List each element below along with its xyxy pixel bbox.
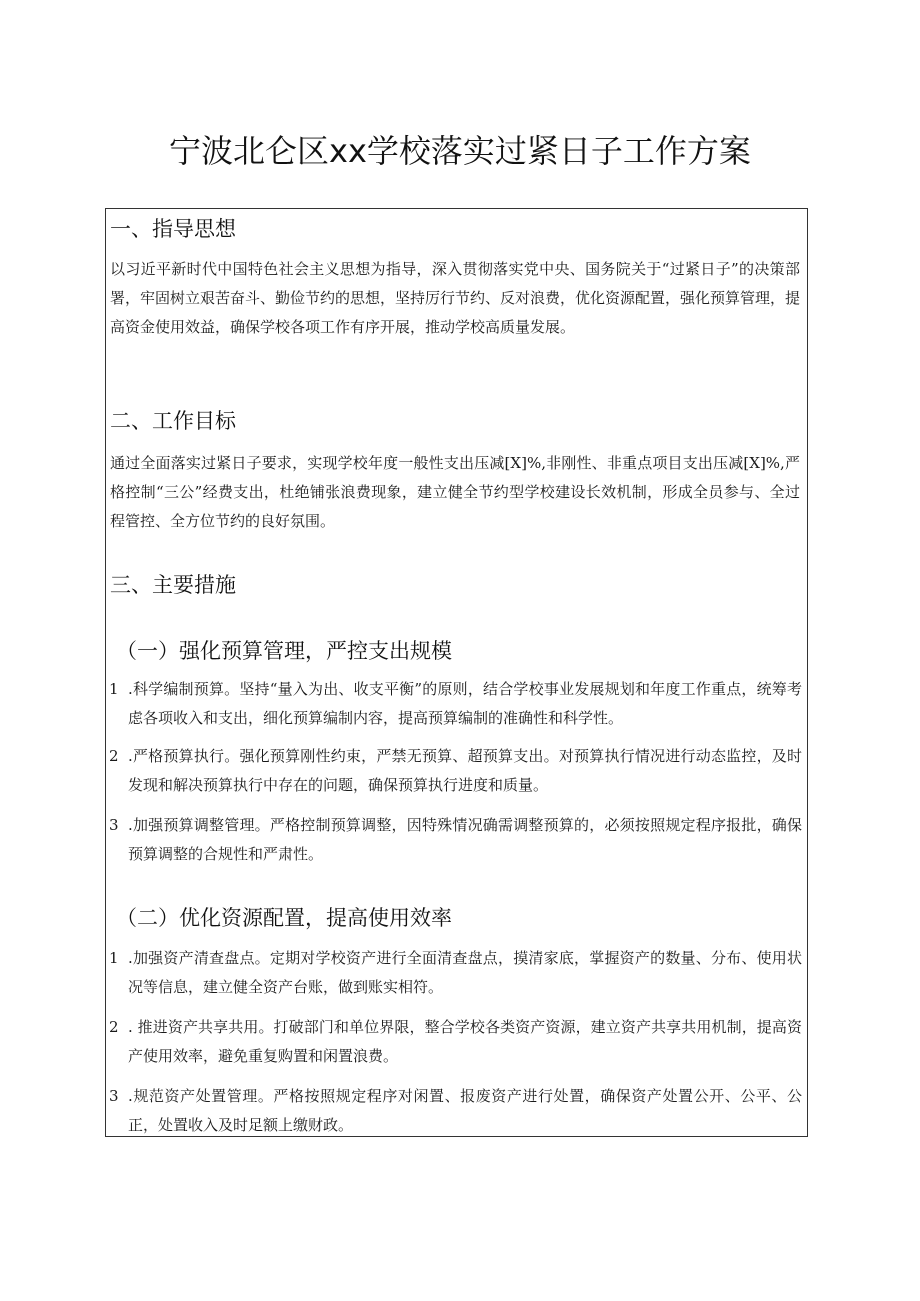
section-body-guiding: 以习近平新时代中国特色社会主义思想为指导，深入贯彻落实党中央、国务院关于“过紧日子”的决策部署，牢固树立艰苦奋斗、勤俭节约的思想，坚持厉行节约、反对浪费，优化资源配置，强化预算管理，提高资金使用效益，确保学校各项工作有序开展，推动学校高质量发展。 <box>110 260 801 336</box>
section-heading-guiding: 一、指导思想 <box>110 217 236 241</box>
document-title: 宁波北仑区xx学校落实过紧日子工作方案 <box>169 132 751 170</box>
list-item-number: 3 <box>109 1087 119 1105</box>
list-item-number: 2 <box>109 1018 119 1036</box>
section-heading-goals: 二、工作目标 <box>110 409 236 433</box>
list-item-text: .规范资产处置管理。严格按照规定程序对闲置、报废资产进行处置，确保资产处置公开、公平、公正，处置收入及时足额上缴财政。 <box>128 1087 802 1134</box>
list-item-text: .严格预算执行。强化预算刚性约束，严禁无预算、超预算支出。对预算执行情况进行动态监控，及时发现和解决预算执行中存在的问题，确保预算执行进度和质量。 <box>128 747 802 794</box>
content-frame <box>105 208 808 1137</box>
list-item-text: .加强资产清查盘点。定期对学校资产进行全面清查盘点，摸清家底，掌握资产的数量、分布、使用状况等信息，建立健全资产台账，做到账实相符。 <box>128 949 802 996</box>
list-item-text: . 推进资产共享共用。打破部门和单位界限，整合学校各类资产资源，建立资产共享共用机制，提高资产使用效率，避免重复购置和闲置浪费。 <box>128 1018 802 1065</box>
list-item-number: 2 <box>109 747 119 765</box>
list-item-number: 1 <box>109 680 119 698</box>
section-heading-measures: 三、主要措施 <box>110 573 236 597</box>
subsection-heading-budget: （一）强化预算管理，严控支出规模 <box>116 639 452 663</box>
list-item-text: .科学编制预算。坚持“量入为出、收支平衡”的原则，结合学校事业发展规划和年度工作重点，统筹考虑各项收入和支出，细化预算编制内容，提高预算编制的准确性和科学性。 <box>128 680 802 727</box>
list-item-number: 1 <box>109 949 119 967</box>
list-item-number: 3 <box>109 816 119 834</box>
subsection-heading-resources: （二）优化资源配置，提高使用效率 <box>116 906 452 930</box>
list-item-text: .加强预算调整管理。严格控制预算调整，因特殊情况确需调整预算的，必须按照规定程序报批，确保预算调整的合规性和严肃性。 <box>128 816 802 863</box>
section-body-goals: 通过全面落实过紧日子要求，实现学校年度一般性支出压减[X]%,非刚性、非重点项目支出压减[X]%,严格控制“三公”经费支出，杜绝铺张浪费现象，建立健全节约型学校建设长效机制，形成全员参与、全过程管控、全方位节约的良好氛围。 <box>110 454 800 530</box>
